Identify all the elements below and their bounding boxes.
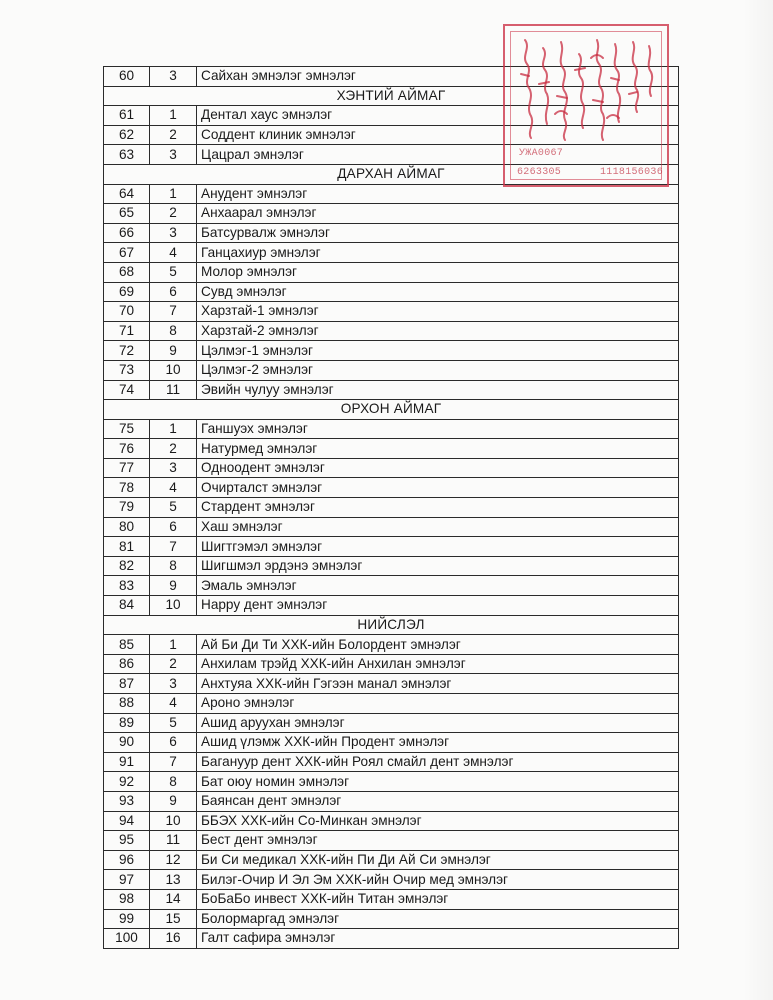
region-index-cell: 2 <box>150 125 197 145</box>
table-row <box>104 517 679 537</box>
clinic-name-cell: Соддент клиник эмнэлэг <box>197 125 679 145</box>
region-index-cell: 15 <box>150 909 197 929</box>
row-number-cell: 81 <box>104 537 150 557</box>
table-row <box>104 635 679 655</box>
clinic-name-cell: ББЭХ ХХК-ийн Со-Минкан эмнэлэг <box>197 811 679 831</box>
region-index-cell: 10 <box>150 811 197 831</box>
clinic-name-cell: Ай Би Ди Ти ХХК-ийн Болордент эмнэлэг <box>197 635 679 655</box>
row-number-cell: 71 <box>104 321 150 341</box>
table-row <box>104 321 679 341</box>
clinic-name-cell: Баянсан дент эмнэлэг <box>197 791 679 811</box>
region-index-cell: 9 <box>150 791 197 811</box>
row-number-cell: 100 <box>104 929 150 949</box>
region-index-cell: 3 <box>150 145 197 165</box>
clinic-name-cell: Эвийн чулуу эмнэлэг <box>197 380 679 400</box>
row-number-cell: 77 <box>104 458 150 478</box>
clinic-name-cell: Бест дент эмнэлэг <box>197 831 679 851</box>
row-number-cell: 95 <box>104 831 150 851</box>
stamp-registration-code: УЖА0067 <box>519 148 564 159</box>
table-row <box>104 458 679 478</box>
row-number-cell: 70 <box>104 302 150 322</box>
table-row <box>104 791 679 811</box>
region-index-cell: 3 <box>150 674 197 694</box>
table-row <box>104 302 679 322</box>
row-number-cell: 78 <box>104 478 150 498</box>
region-index-cell: 8 <box>150 772 197 792</box>
table-row <box>104 537 679 557</box>
clinic-name-cell: Сувд эмнэлэг <box>197 282 679 302</box>
region-index-cell: 4 <box>150 243 197 263</box>
clinic-name-cell: Цэлмэг-2 эмнэлэг <box>197 360 679 380</box>
row-number-cell: 75 <box>104 419 150 439</box>
row-number-cell: 92 <box>104 772 150 792</box>
table-row <box>104 576 679 596</box>
row-number-cell: 84 <box>104 596 150 616</box>
row-number-cell: 65 <box>104 204 150 224</box>
region-index-cell: 4 <box>150 478 197 498</box>
clinic-name-cell: Нарру дент эмнэлэг <box>197 596 679 616</box>
row-number-cell: 67 <box>104 243 150 263</box>
row-number-cell: 90 <box>104 733 150 753</box>
table-row <box>104 733 679 753</box>
clinic-name-cell: Хаш эмнэлэг <box>197 517 679 537</box>
table-row <box>104 184 679 204</box>
clinic-name-cell: Анхтуяа ХХК-ийн Гэгээн манал эмнэлэг <box>197 674 679 694</box>
region-index-cell: 6 <box>150 517 197 537</box>
region-index-cell: 5 <box>150 498 197 518</box>
clinic-name-cell: Дентал хаус эмнэлэг <box>197 106 679 126</box>
clinic-name-cell: Харзтай-1 эмнэлэг <box>197 302 679 322</box>
official-stamp <box>503 24 669 187</box>
table-row <box>104 262 679 282</box>
stamp-phone-number: 6263305 <box>517 167 562 178</box>
region-index-cell: 8 <box>150 321 197 341</box>
table-row <box>104 478 679 498</box>
region-index-cell: 10 <box>150 596 197 616</box>
region-index-cell: 13 <box>150 870 197 890</box>
clinic-name-cell: Анхилам трэйд ХХК-ийн Анхилан эмнэлэг <box>197 654 679 674</box>
table-row <box>104 596 679 616</box>
row-number-cell: 69 <box>104 282 150 302</box>
row-number-cell: 91 <box>104 752 150 772</box>
clinic-name-cell: Бат оюу номин эмнэлэг <box>197 772 679 792</box>
row-number-cell: 76 <box>104 439 150 459</box>
row-number-cell: 87 <box>104 674 150 694</box>
row-number-cell: 64 <box>104 184 150 204</box>
clinic-registry-table <box>103 66 679 949</box>
region-index-cell: 2 <box>150 204 197 224</box>
region-index-cell: 11 <box>150 380 197 400</box>
region-index-cell: 9 <box>150 341 197 361</box>
region-index-cell: 10 <box>150 360 197 380</box>
row-number-cell: 68 <box>104 262 150 282</box>
table-row <box>104 811 679 831</box>
row-number-cell: 80 <box>104 517 150 537</box>
region-index-cell: 11 <box>150 831 197 851</box>
row-number-cell: 66 <box>104 223 150 243</box>
region-index-cell: 12 <box>150 850 197 870</box>
region-heading: ОРХОН АЙМАГ <box>104 400 679 420</box>
row-number-cell: 86 <box>104 654 150 674</box>
row-number-cell: 61 <box>104 106 150 126</box>
clinic-name-cell: Цацрал эмнэлэг <box>197 145 679 165</box>
region-index-cell: 8 <box>150 556 197 576</box>
row-number-cell: 79 <box>104 498 150 518</box>
table-row <box>104 713 679 733</box>
table-row <box>104 419 679 439</box>
clinic-name-cell: Галт сафира эмнэлэг <box>197 929 679 949</box>
table-row <box>104 556 679 576</box>
region-index-cell: 5 <box>150 713 197 733</box>
table-row <box>104 243 679 263</box>
mongolian-script-seal-icon <box>515 34 660 142</box>
clinic-name-cell: Харзтай-2 эмнэлэг <box>197 321 679 341</box>
row-number-cell: 60 <box>104 67 150 87</box>
table-row <box>104 380 679 400</box>
row-number-cell: 73 <box>104 360 150 380</box>
row-number-cell: 88 <box>104 694 150 714</box>
table-row <box>104 282 679 302</box>
row-number-cell: 97 <box>104 870 150 890</box>
clinic-name-cell: Очирталст эмнэлэг <box>197 478 679 498</box>
clinic-name-cell: Би Си медикал ХХК-ийн Пи Ди Ай Си эмнэлэг <box>197 850 679 870</box>
table-row <box>104 498 679 518</box>
region-index-cell: 2 <box>150 654 197 674</box>
region-header-row <box>104 615 679 635</box>
region-index-cell: 1 <box>150 635 197 655</box>
table-row <box>104 909 679 929</box>
stamp-account-number: 1118156036 <box>600 167 664 178</box>
clinic-name-cell: Эмаль эмнэлэг <box>197 576 679 596</box>
clinic-name-cell: Ароно эмнэлэг <box>197 694 679 714</box>
table-row <box>104 929 679 949</box>
row-number-cell: 96 <box>104 850 150 870</box>
table-row <box>104 772 679 792</box>
region-index-cell: 7 <box>150 537 197 557</box>
clinic-name-cell: Шигшмэл эрдэнэ эмнэлэг <box>197 556 679 576</box>
clinic-name-cell: Анхаарал эмнэлэг <box>197 204 679 224</box>
table-row <box>104 889 679 909</box>
region-index-cell: 3 <box>150 458 197 478</box>
clinic-name-cell: Багануур дент ХХК-ийн Роял смайл дент эмнэлэг <box>197 752 679 772</box>
row-number-cell: 83 <box>104 576 150 596</box>
region-heading: ХЭНТИЙ АЙМАГ <box>104 86 679 106</box>
region-index-cell: 1 <box>150 419 197 439</box>
region-index-cell: 6 <box>150 282 197 302</box>
clinic-name-cell: Ашид үлэмж ХХК-ийн Продент эмнэлэг <box>197 733 679 753</box>
row-number-cell: 85 <box>104 635 150 655</box>
table-row <box>104 654 679 674</box>
clinic-name-cell: Билэг-Очир И Эл Эм ХХК-ийн Очир мед эмнэлэг <box>197 870 679 890</box>
region-index-cell: 3 <box>150 223 197 243</box>
clinic-name-cell: Молор эмнэлэг <box>197 262 679 282</box>
region-index-cell: 1 <box>150 106 197 126</box>
region-heading: НИЙСЛЭЛ <box>104 615 679 635</box>
clinic-name-cell: Цэлмэг-1 эмнэлэг <box>197 341 679 361</box>
region-index-cell: 7 <box>150 302 197 322</box>
clinic-name-cell: БоБаБо инвест ХХК-ийн Титан эмнэлэг <box>197 889 679 909</box>
clinic-name-cell: Ашид аруухан эмнэлэг <box>197 713 679 733</box>
clinic-name-cell: Одноодент эмнэлэг <box>197 458 679 478</box>
row-number-cell: 93 <box>104 791 150 811</box>
clinic-name-cell: Натурмед эмнэлэг <box>197 439 679 459</box>
region-index-cell: 7 <box>150 752 197 772</box>
region-index-cell: 9 <box>150 576 197 596</box>
table-row <box>104 850 679 870</box>
page-edge <box>743 0 773 1000</box>
clinic-name-cell: Анудент эмнэлэг <box>197 184 679 204</box>
row-number-cell: 74 <box>104 380 150 400</box>
table-row <box>104 204 679 224</box>
clinic-name-cell: Ганцахиур эмнэлэг <box>197 243 679 263</box>
clinic-name-cell: Сайхан эмнэлэг эмнэлэг <box>197 67 679 87</box>
clinic-name-cell: Болормаргад эмнэлэг <box>197 909 679 929</box>
table-row <box>104 341 679 361</box>
region-index-cell: 5 <box>150 262 197 282</box>
clinic-name-cell: Шигтгэмэл эмнэлэг <box>197 537 679 557</box>
table-row <box>104 694 679 714</box>
row-number-cell: 62 <box>104 125 150 145</box>
clinic-name-cell: Батсурвалж эмнэлэг <box>197 223 679 243</box>
clinic-name-cell: Стардент эмнэлэг <box>197 498 679 518</box>
table-body <box>104 67 679 949</box>
table-row <box>104 360 679 380</box>
row-number-cell: 82 <box>104 556 150 576</box>
table-row <box>104 439 679 459</box>
row-number-cell: 99 <box>104 909 150 929</box>
region-heading: ДАРХАН АЙМАГ <box>104 164 679 184</box>
region-index-cell: 6 <box>150 733 197 753</box>
table-row <box>104 831 679 851</box>
region-index-cell: 1 <box>150 184 197 204</box>
region-index-cell: 14 <box>150 889 197 909</box>
table-row <box>104 674 679 694</box>
region-index-cell: 16 <box>150 929 197 949</box>
table-row <box>104 223 679 243</box>
row-number-cell: 72 <box>104 341 150 361</box>
row-number-cell: 98 <box>104 889 150 909</box>
region-index-cell: 2 <box>150 439 197 459</box>
region-index-cell: 3 <box>150 67 197 87</box>
region-index-cell: 4 <box>150 694 197 714</box>
row-number-cell: 94 <box>104 811 150 831</box>
table-row <box>104 870 679 890</box>
row-number-cell: 63 <box>104 145 150 165</box>
table-row <box>104 752 679 772</box>
clinic-name-cell: Ганшуэх эмнэлэг <box>197 419 679 439</box>
region-header-row <box>104 400 679 420</box>
row-number-cell: 89 <box>104 713 150 733</box>
